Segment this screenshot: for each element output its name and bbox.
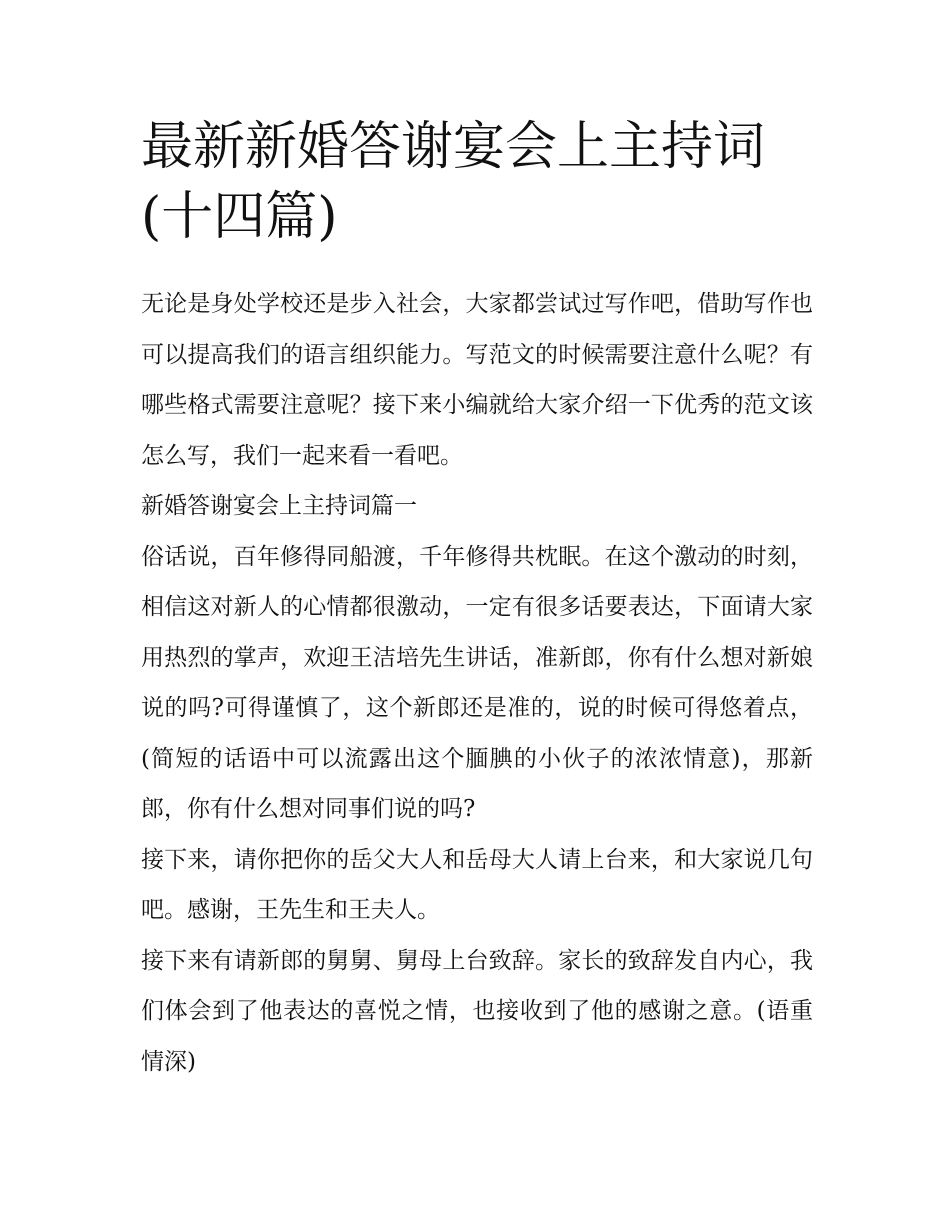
document-body: [141, 112, 813, 1087]
body-paragraph: 接下来，请你把你的岳父大人和岳母大人请上台来，和大家说几句吧。感谢，王先生和王夫人。: [141, 846, 813, 923]
body-paragraph: 接下来有请新郎的舅舅、舅母上台致辞。家长的致辞发自内心，我们体会到了他表达的喜悦之情，也接收到了他的感谢之意。(语重情深): [141, 947, 813, 1075]
section-heading: 新婚答谢宴会上主持词篇一: [141, 493, 417, 519]
document-title: 最新新婚答谢宴会上主持词(十四篇): [141, 117, 766, 247]
body-paragraph: 俗话说，百年修得同船渡，千年修得共枕眠。在这个激动的时刻，相信这对新人的心情都很激动，一定有很多话要表达，下面请大家用热烈的掌声，欢迎王洁培先生讲话，准新郎，你有什么想对新娘说的吗?可得谨慎了，这个新郎还是准的，说的时候可得悠着点，(简短的话语中可以流露出这个腼腆的小伙子的浓浓情意)，那新郎，你有什么想对同事们说的吗?: [141, 543, 813, 822]
intro-paragraph: 无论是身处学校还是步入社会，大家都尝试过写作吧，借助写作也可以提高我们的语言组织能力。写范文的时候需要注意什么呢？有哪些格式需要注意呢？接下来小编就给大家介绍一下优秀的范文该怎么写，我们一起来看一看吧。: [141, 291, 813, 469]
